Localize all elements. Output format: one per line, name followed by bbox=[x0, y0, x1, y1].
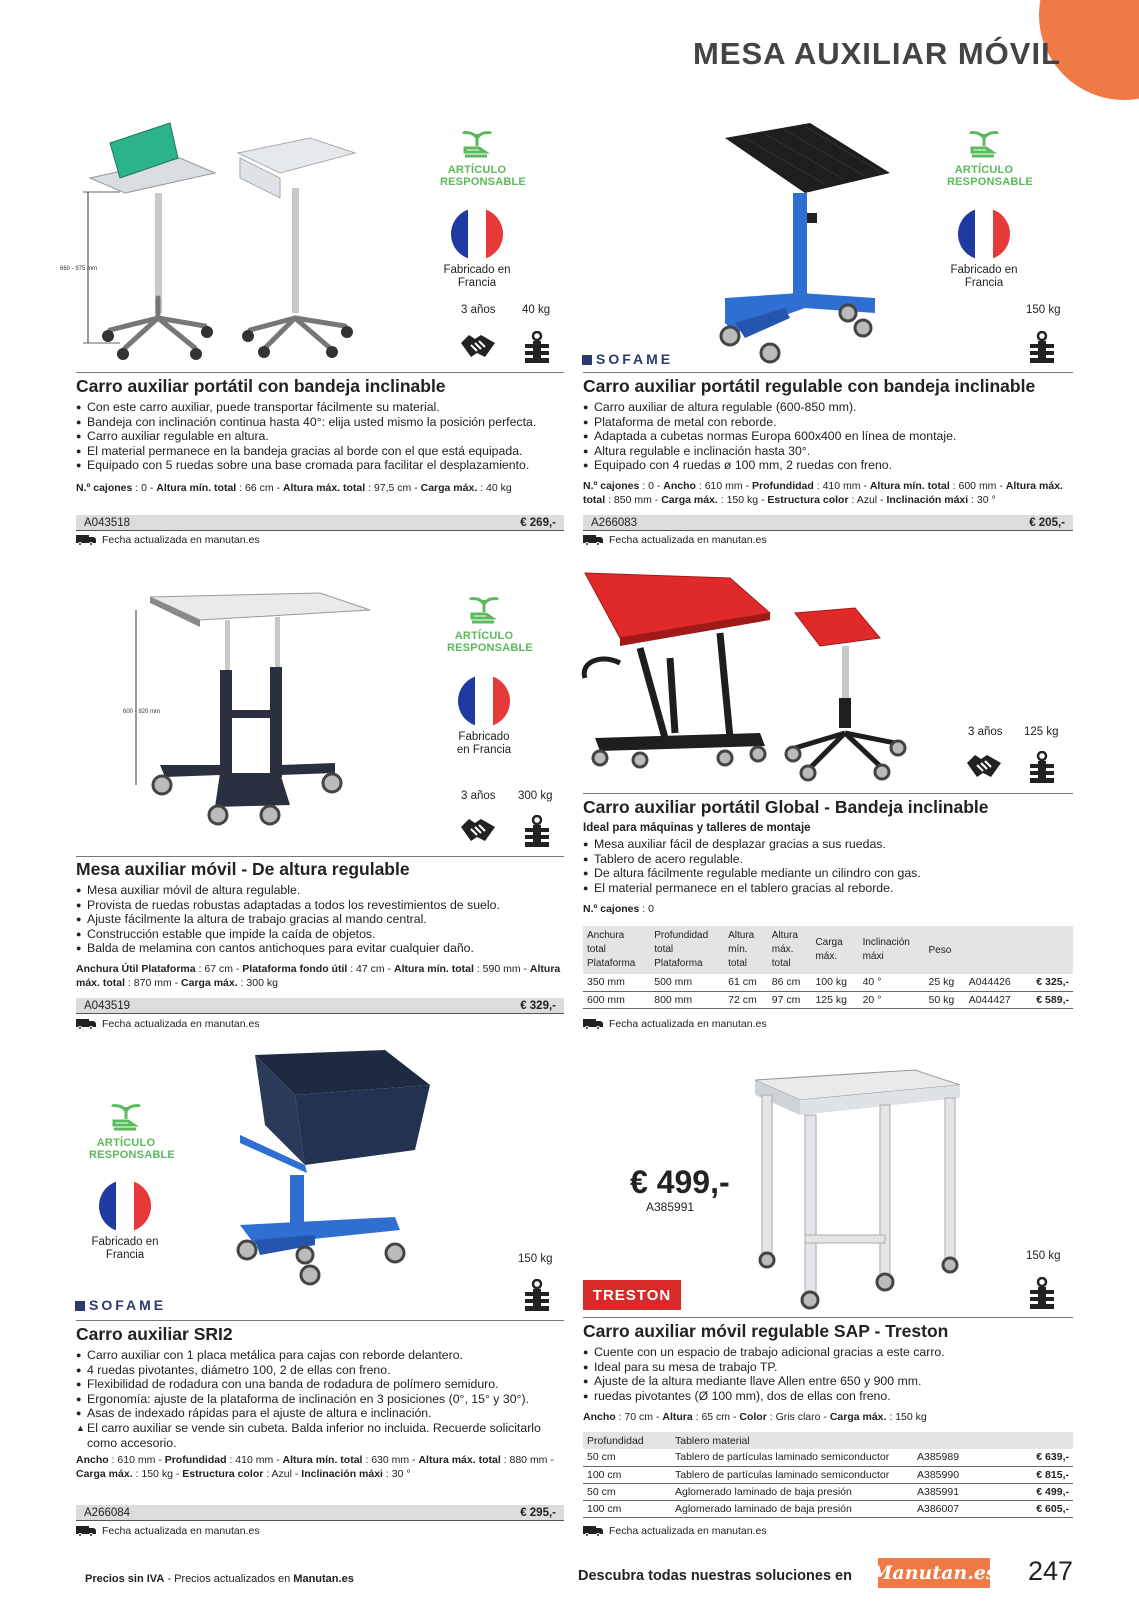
table-row: 50 cm Aglomerado laminado de baja presión A385991 € 499,- bbox=[583, 1483, 1073, 1500]
bullet-item: ● Provista de ruedas robustas adaptadas a todos los revestimientos de suelo. bbox=[76, 898, 500, 913]
product-6-bullets bbox=[583, 1345, 945, 1403]
product-3-price: € 329,- bbox=[520, 999, 556, 1012]
ref-code[interactable]: A044427 bbox=[965, 991, 1025, 1008]
ref-code[interactable]: A044426 bbox=[965, 974, 1025, 991]
product-2-image bbox=[715, 118, 905, 368]
product-5-delivery: Fecha actualizada en manutan.es bbox=[76, 1525, 260, 1537]
product-2-specs: N.º cajones : 0 - Ancho : 610 mm - Profundidad : 410 mm - Altura mín. total : 600 mm - Altura máx. total : 850 mm - Carga máx. : 150 kg - Estructura color : Azul - Inclinación máxi : 30 ° bbox=[583, 480, 1063, 506]
ref-code[interactable]: A385991 bbox=[913, 1483, 1001, 1500]
france-flag-icon bbox=[458, 675, 510, 727]
product-3-dim-label: 600 - 920 mm bbox=[123, 709, 161, 715]
product-5-title-rule bbox=[76, 1320, 564, 1321]
warning-note: ▲ El carro auxiliar se vende sin cubeta. Balda inferior no incluida. Recuerde solicitarlo bbox=[76, 1421, 541, 1436]
responsible-label: ARTÍCULO RESPONSABLE bbox=[447, 630, 533, 654]
product-5-price: € 295,- bbox=[520, 1506, 556, 1519]
product-3-warranty: 3 años bbox=[461, 790, 496, 802]
product-2-ref-bar bbox=[583, 515, 1073, 531]
product-3-responsible-badge bbox=[447, 590, 533, 654]
sofame-logo: SOFAME bbox=[582, 351, 673, 367]
footer-tagline: Descubra todas nuestras soluciones en bbox=[578, 1568, 852, 1584]
product-5-ref[interactable]: A266084 bbox=[84, 1506, 131, 1519]
product-5-title: Carro auxiliar SRI2 bbox=[76, 1324, 233, 1344]
product-6-table bbox=[583, 1432, 1073, 1518]
bullet-item: ● Flexibilidad de rodadura con una banda de rodadura de polímero semiduro. bbox=[76, 1377, 541, 1392]
ref-code[interactable]: A386007 bbox=[913, 1500, 1001, 1517]
table-header: Profundidad Tablero material bbox=[583, 1432, 1073, 1449]
bullet-item: ● Bandeja con inclinación continua hasta 40°: elija usted mismo la posición perfecta. bbox=[76, 415, 536, 430]
truck-icon bbox=[583, 1526, 603, 1536]
product-2-delivery: Fecha actualizada en manutan.es bbox=[583, 534, 767, 546]
product-5-responsible-badge bbox=[89, 1097, 175, 1161]
product-3-specs: Anchura Útil Plataforma : 67 cm - Plataforma fondo útil : 47 cm - Altura mín. total : 590 mm - Altura máx. total : 870 mm - Carga máx. : 300 kg bbox=[76, 963, 561, 989]
bullet-item: ● Ergonomía: ajuste de la plataforma de inclinación en 3 posiciones (0°, 15° y 30°). bbox=[76, 1392, 541, 1407]
bullet-item: ● Carro auxiliar con 1 placa metálica para cajas con reborde delantero. bbox=[76, 1348, 541, 1363]
product-1-bullets bbox=[76, 400, 536, 473]
bullet-item: ● Cuente con un espacio de trabajo adicional gracias a este carro. bbox=[583, 1345, 945, 1360]
bullet-item: ● Ideal para su mesa de trabajo TP. bbox=[583, 1360, 945, 1375]
product-1-price: € 269,- bbox=[520, 516, 556, 529]
truck-icon bbox=[76, 1526, 96, 1536]
product-3-load: 300 kg bbox=[518, 790, 553, 802]
bullet-item: ● Tablero de acero regulable. bbox=[583, 852, 921, 867]
th-profundidad: Profundidad total Plataforma bbox=[650, 926, 724, 974]
bullet-item: ● ruedas pivotantes (Ø 100 mm), dos de ellas con freno. bbox=[583, 1389, 945, 1404]
plant-hand-icon bbox=[464, 590, 504, 630]
weight-icon bbox=[523, 815, 551, 849]
bullet-item: ● Adaptada a cubetas normas Europa 600x400 en línea de montaje. bbox=[583, 429, 956, 444]
plant-hand-icon bbox=[964, 124, 1004, 164]
product-4-warranty: 3 años bbox=[968, 726, 1003, 738]
bullet-item: ● 4 ruedas pivotantes, diámetro 100, 2 de ellas con freno. bbox=[76, 1363, 541, 1378]
product-1-responsible-badge bbox=[440, 124, 526, 188]
responsible-label: ARTÍCULO RESPONSABLE bbox=[89, 1137, 175, 1161]
bullet-item: ● Altura regulable e inclinación hasta 30°. bbox=[583, 444, 956, 459]
truck-icon bbox=[76, 1019, 96, 1029]
product-5-ref-bar bbox=[76, 1505, 564, 1521]
product-6-title-rule bbox=[583, 1317, 1073, 1318]
bullet-item: ● Balda de melamina con cantos antichoques para evitar cualquier daño. bbox=[76, 941, 500, 956]
treston-logo: TRESTON bbox=[583, 1280, 681, 1310]
weight-icon bbox=[523, 1279, 551, 1313]
bullet-item: ● Mesa auxiliar fácil de desplazar gracias a sus ruedas. bbox=[583, 837, 921, 852]
handshake-icon bbox=[459, 331, 497, 361]
product-4-load: 125 kg bbox=[1024, 726, 1059, 738]
plant-hand-icon bbox=[457, 124, 497, 164]
plant-hand-icon bbox=[106, 1097, 146, 1137]
product-1-ref[interactable]: A043518 bbox=[84, 516, 131, 529]
th-carga: Carga máx. bbox=[811, 926, 858, 974]
product-2-title-rule bbox=[583, 372, 1073, 373]
product-6-delivery: Fecha actualizada en manutan.es bbox=[583, 1525, 767, 1537]
manutan-logo[interactable]: Manutan.es bbox=[878, 1558, 990, 1588]
bullet-item: ● Construcción estable que impide la caída de objetos. bbox=[76, 927, 500, 942]
bullet-item: ● Carro auxiliar regulable en altura. bbox=[76, 429, 536, 444]
th-anchura: Anchura total Plataforma bbox=[583, 926, 650, 974]
ref-code[interactable]: A385989 bbox=[913, 1449, 1001, 1466]
bullet-item: ● De altura fácilmente regulable mediante un cilindro con gas. bbox=[583, 866, 921, 881]
product-5-load: 150 kg bbox=[518, 1253, 553, 1265]
weight-icon bbox=[1028, 751, 1056, 785]
product-3-image bbox=[120, 585, 380, 850]
responsible-label: ARTÍCULO RESPONSABLE bbox=[440, 164, 526, 188]
th-peso: Peso bbox=[925, 926, 965, 974]
france-flag-icon bbox=[99, 1180, 151, 1232]
table-row: 50 cm Tablero de partículas laminado semiconductor A385989 € 639,- bbox=[583, 1449, 1073, 1466]
product-1-warranty: 3 años bbox=[461, 304, 496, 316]
bullet-item: ● El material permanece en la bandeja gracias al borde con el que está equipada. bbox=[76, 444, 536, 459]
made-in-france-label: Fabricado en Francia bbox=[950, 264, 1018, 289]
truck-icon bbox=[76, 535, 96, 545]
product-2-load: 150 kg bbox=[1026, 304, 1061, 316]
page-title: MESA AUXILIAR MÓVIL bbox=[692, 36, 1061, 71]
product-1-image bbox=[80, 118, 380, 363]
product-3-title-rule bbox=[76, 856, 564, 857]
made-in-france-label: Fabricado en Francia bbox=[91, 1236, 159, 1261]
responsible-label: ARTÍCULO RESPONSABLE bbox=[947, 164, 1033, 188]
product-4-title-rule bbox=[583, 793, 1073, 794]
product-3-ref[interactable]: A043519 bbox=[84, 999, 131, 1012]
product-6-big-ref: A385991 bbox=[646, 1200, 695, 1214]
handshake-icon bbox=[459, 815, 497, 845]
product-1-dim-label: 660 - 975 mm bbox=[60, 266, 98, 272]
bullet-item: ● Equipado con 5 ruedas sobre una base cromada para facilitar el desplazamiento. bbox=[76, 458, 536, 473]
page-number: 247 bbox=[1028, 1556, 1074, 1586]
th-altura-min: Altura mín. total bbox=[724, 926, 768, 974]
truck-icon bbox=[583, 535, 603, 545]
weight-icon bbox=[1028, 331, 1056, 365]
product-4-specs: N.º cajones : 0 bbox=[583, 903, 654, 915]
product-4-table bbox=[583, 926, 1073, 1009]
product-1-load: 40 kg bbox=[522, 304, 551, 316]
product-4-title: Carro auxiliar portátil Global - Bandeja inclinable bbox=[583, 797, 989, 817]
product-4-delivery: Fecha actualizada en manutan.es bbox=[583, 1018, 767, 1030]
product-3-ref-bar bbox=[76, 998, 564, 1014]
product-6-big-price: € 499,- bbox=[630, 1164, 730, 1200]
product-4-subtitle: Ideal para máquinas y talleres de montaje bbox=[583, 822, 811, 834]
product-2-responsible-badge bbox=[947, 124, 1033, 188]
product-5-specs: Ancho : 610 mm - Profundidad : 410 mm - Altura mín. total : 630 mm - Altura máx. total : 880 mm - Carga máx. : 150 kg - Estructura color : Azul - Inclinación máxi : 30 ° bbox=[76, 1454, 554, 1480]
ref-code[interactable]: A385990 bbox=[913, 1466, 1001, 1483]
product-4-bullets bbox=[583, 837, 921, 895]
bullet-item: ● Ajuste de la altura mediante llave Allen entre 650 y 900 mm. bbox=[583, 1374, 945, 1389]
table-row: 600 mm 800 mm 72 cm 97 cm 125 kg 20 ° 50 kg A044427 € 589,- bbox=[583, 991, 1073, 1008]
product-2-bullets bbox=[583, 400, 956, 473]
france-flag-icon bbox=[958, 208, 1010, 260]
product-5-bullets bbox=[76, 1348, 541, 1450]
product-4-image bbox=[580, 568, 920, 788]
bullet-item: ● Plataforma de metal con reborde. bbox=[583, 415, 956, 430]
france-flag-icon bbox=[451, 208, 503, 260]
weight-icon bbox=[1028, 1277, 1056, 1311]
product-2-price: € 205,- bbox=[1029, 516, 1065, 529]
product-1-ref-bar bbox=[76, 515, 564, 531]
bullet-item: ● Asas de indexado rápidas para el ajuste de altura e inclinación. bbox=[76, 1406, 541, 1421]
footer-note: Precios sin IVA - Precios actualizados en Manutan.es bbox=[85, 1573, 354, 1585]
truck-icon bbox=[583, 1019, 603, 1029]
bullet-item: ● Mesa auxiliar móvil de altura regulable. bbox=[76, 883, 500, 898]
sofame-logo: SOFAME bbox=[75, 1297, 166, 1313]
bullet-item: ● El material permanece en el tablero gracias al reborde. bbox=[583, 881, 921, 896]
product-6-title: Carro auxiliar móvil regulable SAP - Treston bbox=[583, 1321, 949, 1341]
product-6-specs: Ancho : 70 cm - Altura : 65 cm - Color : Gris claro - Carga máx. : 150 kg bbox=[583, 1411, 927, 1423]
warning-note-cont: como accesorio. bbox=[87, 1435, 177, 1450]
product-6-load: 150 kg bbox=[1026, 1250, 1061, 1262]
product-3-title: Mesa auxiliar móvil - De altura regulable bbox=[76, 859, 410, 879]
product-2-title: Carro auxiliar portátil regulable con bandeja inclinable bbox=[583, 376, 1036, 396]
bullet-item: ● Con este carro auxiliar, puede transportar fácilmente su material. bbox=[76, 400, 536, 415]
product-3-bullets bbox=[76, 883, 500, 956]
made-in-france-label: Fabricado en Francia bbox=[443, 264, 511, 289]
weight-icon bbox=[523, 331, 551, 365]
table-header bbox=[583, 926, 1073, 974]
product-2-ref[interactable]: A266083 bbox=[591, 516, 638, 529]
table-row: 100 cm Tablero de partículas laminado semiconductor A385990 € 815,- bbox=[583, 1466, 1073, 1483]
th-inclinacion: Inclinación máxi bbox=[859, 926, 925, 974]
product-6-image bbox=[750, 1060, 970, 1315]
made-in-france-label: Fabricado en Francia bbox=[456, 731, 512, 756]
product-1-title: Carro auxiliar portátil con bandeja inclinable bbox=[76, 376, 446, 396]
product-1-delivery: Fecha actualizada en manutan.es bbox=[76, 534, 260, 546]
product-1-specs: N.º cajones : 0 - Altura mín. total : 66 cm - Altura máx. total : 97,5 cm - Carga máx. : 40 kg bbox=[76, 482, 512, 494]
bullet-item: ● Ajuste fácilmente la altura de trabajo gracias al mando central. bbox=[76, 912, 500, 927]
handshake-icon bbox=[965, 751, 1003, 781]
product-3-delivery: Fecha actualizada en manutan.es bbox=[76, 1018, 260, 1030]
table-row: 100 cm Aglomerado laminado de baja presión A386007 € 605,- bbox=[583, 1500, 1073, 1517]
table-row: 350 mm 500 mm 61 cm 86 cm 100 kg 40 ° 25 kg A044426 € 325,- bbox=[583, 974, 1073, 991]
th-altura-max: Altura máx. total bbox=[768, 926, 812, 974]
product-1-title-rule bbox=[76, 372, 564, 373]
product-5-image bbox=[235, 1045, 435, 1315]
bullet-item: ● Carro auxiliar de altura regulable (600-850 mm). bbox=[583, 400, 956, 415]
bullet-item: ● Equipado con 4 ruedas ø 100 mm, 2 ruedas con freno. bbox=[583, 458, 956, 473]
